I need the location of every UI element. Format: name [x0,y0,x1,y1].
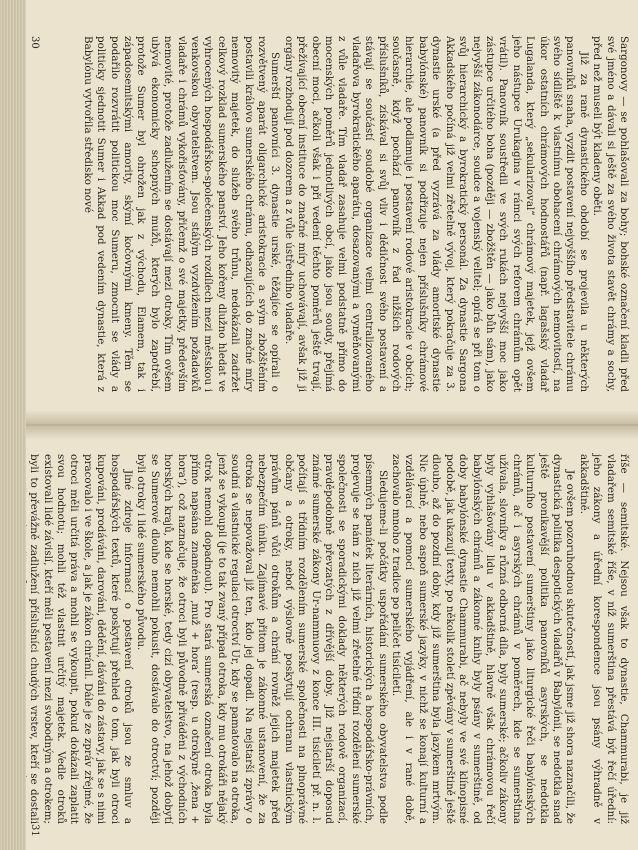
left-page-text [80,36,630,392]
paragraph: Sledujeme-li počátky uspořádání sumerského obyvatelstva podle písemných památek literárních, historických a hospodářsko-právních, projevuje se nám z nich již velmi zřetelné třídní rozdělení sumerské společnosti se sporadickými doklady některých rodově organizací, pravděpodobně převzatých z dřívější doby. Již nejstarší doposud známé sumerské zákony Ur-nammuovy z konce III. tisíciletí př. n. l. počítají s třídním rozdělením sumerské společnosti na plnoprávné občany a otroky, neboť výslovně poskytují ochranu vlastnickým právům pánů vůči otrokům a chrání rovněž jejich majetek před nebezpečím úniku. Zajímavé přitom je zákonné ustanovení, že za otroka se nepovažoval již ten, kdo jej dopadl. Na nejstarší zprávy o soudní a vlastnické regulaci otroctví Ur, kdy se pamatovalo na otroka, jenž se vykoupil (je to tak zvaný případ otroka, kdy mu otrokáři nějaký otrok nemohl dopadnout). Pro stará sumerská označení otroka byla přímo napsána znaménka ‚muž + hora‘ (resp. u otrokyně ‚žena + hora‘), což naznačuje, že otroci byli původně přiváděni z východních horských krajů, kde se horské, tedy cizí obyvatelstvo, na jehož dobytí se Sumerové dlouho nemohli pokusit, dostávalo do otroctví; později byli otroky i lidé sumerského původu. [135,454,389,824]
paragraph: říše — semitské. Nejsou však to dynastie, Chammurabi, je již vladařem semitské říše, v níž sumerština přestává být řečí úřední: jeho zákony a úřední korespondence jsou psány výhradně v akkadštině. [577,454,630,824]
paragraph: Sumerští panovníci 3. dynastie urské, těžajíce se opírali o rozvětvený aparát oligarchické aristokracie a svým zbožštěním postavili královo sumerského chrámu, odhazujících do značné míry nemovitý majetek, do služeb svého trůnu, nedokázali zadržet celkový rozklad sumerského panství. Jeho kořeny dlužno hledat ve vyhrocených hospodářsko-společenských rozdílech mezi městskou i venkovskou obyvatelstvem. Jsou stálým vyzdvižením požadavků vladaře i chrámů vykořisťovány, přičemž o své majetky, především nemovité, protože zadlužením se dostávají mezi otroky. Tím ovšem ubývá ekonomicky schopných mužů, kterých bylo zapotřebí, protože Sumer byl ohrožen jak z východu, Elamem, tak i západosemitskými amority, skýmí kočovnými kmeny. Těm se podařilo rozvrátit politickou moc Sumeru, zmocnit se vlády a politicky sjednotit Sumer i Akkad pod vedením dynastie, která z Babylónu vytvořila středisko nové [81,36,282,392]
right-page-text [0,454,630,824]
paragraph: Sargonovy — se pohlašovali za bohy; bohské označení kladli před své jméno a dávali si ještě za svého života stavět chrámy a sochy, před než museli být kladeny oběti. [591,36,630,392]
page-edges [0,0,26,850]
book-gutter [26,410,638,440]
right-page [26,440,638,844]
page-number: 30 [29,36,40,49]
paragraph: Již za raně dynastického období se projevila u některých panovníků snaha, vyzdit postavení nejvyššího představitele chrámu svého sídliště k vlastnímu obohacení chrámových nemovitostí, na úkor ostatních chrámových hodnostářů (např. lagašský vladař Lugalanda, který „sekularizoval“ chrámový majetek, jejž ovšem jeho nástupce Urukagina v rámci svých reforem chrámům opět vrátil). Panovník soustředil ve svých rukách nejvyšší moc jako zástupce určitého boha (později — zbožštěn — jako bůh sám), jako nejvyšší zákonodárce, soudce a vojenský velitel; opírá se při tom o svůj hierarchický a byrokratický personál. Za dynastie Sargona Akkadského počíná již velmi zřetelně vývoj, který pokračuje za 3. dynastie urské (a před vyzrává za vlády amoritské dynastie babylónské) panovník si podřizuje nejen příslušníky chrámové hierarchie, ale podlamuje i postavení rodové aristokracie v obcích; současně, když pochází panovník z řad nižších rodových příslušníků, získával si svůj vliv i dědičnost svého postavení a stávají se součástí soudobé organizace velmi centralizovaného vladařova byrokratického aparátu, dosazovanými a vyměňovanými z vůle vladaře. Tím vladař zasahuje velmi podstatně přímo do mocenských poměrů jednotlivých obcí, jako jsou soudy, přejímá obecní moci, ačkoli však i při vedení těchto poměrů ještě trvají, přežívající obecní instituce do značné míry uchovávají, avšak již ji orgány rozhodují pod dozorem a z vůle ústředního vladaře. [282,36,590,392]
left-page [26,6,638,410]
paragraph: Je ovšem pozoruhodnou skutečností, jak jsme již shora naznačili, že dynastická politika despotických vladařů v Babylónii, se nedotkla snad ještě pronikavější politika panovníků asyrských, se nedotkla kulturního postavení sumerštiny jako liturgické řeči babylónských chrámů, ač i asyrských chrámů v poměrech, kde se sumerština užívala, slovníky a různá odborná díla, byly sumerské; ačkoliv zákony byly vyhlašovány lidu v akkadštině, hlavně však chrámovou řečí babylónských chrámů a zákonné knihy byly psány v sumerštině, od doby babylónské dynastie Chammurabi, ač nebyly ve své klínopisné podobě, jak ukazují texty, po několik století zpěvány v sumerštině ještě dlouho, až do pozdní doby, kdy již sumerština byla jazykem mrtvým. Nic úplně, nebo aspoň sumerské jazyky, v nichž se konají kulturní a vzdělávací a pomocí sumerského vyjádření, ale i v rané době, zachovalo mnoho z tradice po peličet tisíciletí. [390,454,577,824]
page-number: 31 [29,824,40,837]
paragraph: Jiné zdroje informací o postavení otroků jsou ze smluv a hospodářských textů, které poskytují přehled o tom, jak byli otroci kupováni, prodáváni, darováni, dědění, dáváni do zástavy, jak se s nimi pracovalo i ve škole, a jak je zákon chránil. Dále je ze zpráv zřejmé, že otroci měli určitá práva a mohli se vykoupit, pokud dokázali zaplatit svou hodnotu; mohli též vlastnit určitý majetek. Vedle otroků existovali lidé závislí, kteří měli postavení mezi svobodným a otrokem; byli to převážně zadlužení příslušníci chudých vrstev, kteří se dostali [28,454,134,824]
